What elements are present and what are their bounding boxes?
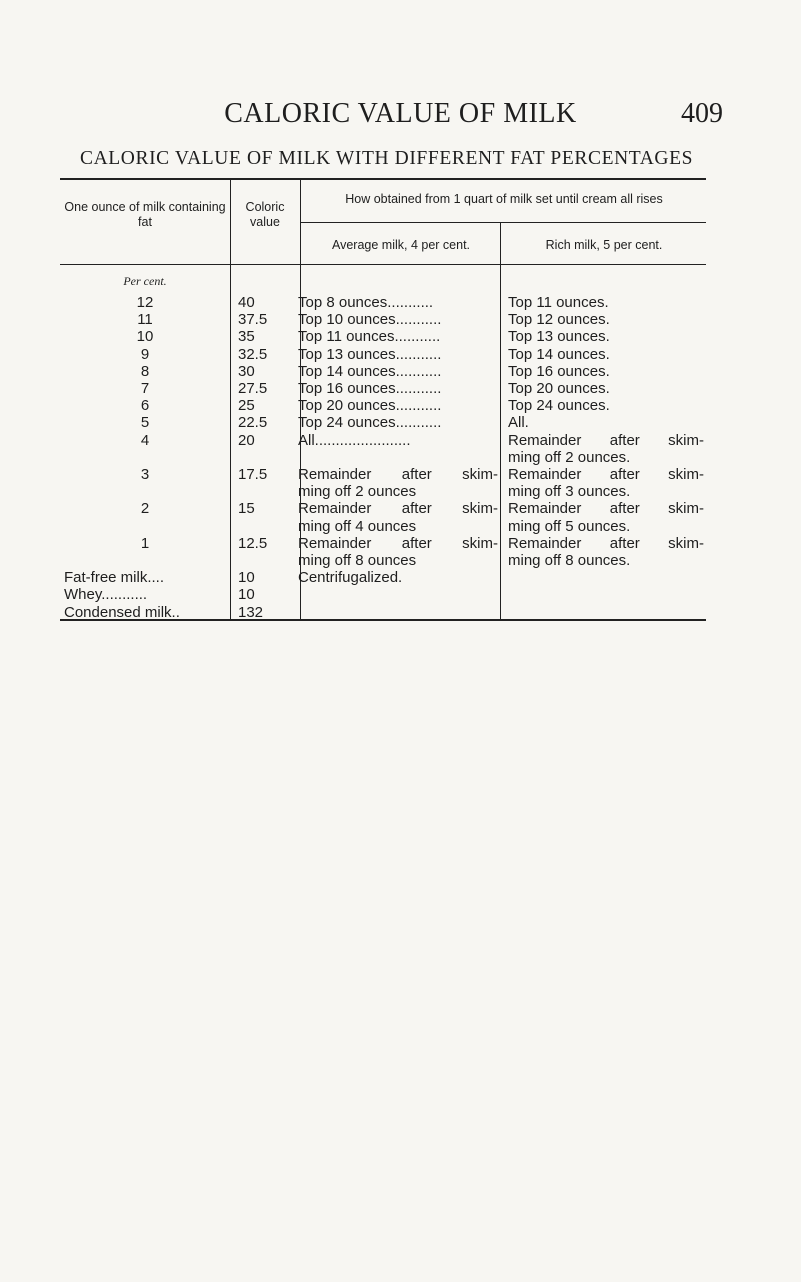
average-milk-cell: Top 24 ounces...........: [298, 414, 442, 432]
caloric-table: [60, 178, 706, 620]
rich-milk-cell: Remainder after skim- ming off 3 ounces.: [508, 466, 704, 501]
average-milk-cell: Remainder after skim- ming off 2 ounces: [298, 466, 498, 501]
rich-milk-cell: Top 14 ounces.: [508, 345, 610, 363]
fat-cell: Whey...........: [64, 586, 148, 604]
rich-milk-cell: Top 20 ounces.: [508, 380, 610, 397]
caloric-cell: 30: [238, 362, 255, 380]
fat-cell: 2: [140, 500, 150, 518]
caloric-cell: 37.5: [238, 311, 268, 329]
fat-cell: 1: [140, 534, 150, 552]
caloric-cell: 15: [238, 500, 255, 518]
col-divider-1: [230, 178, 231, 620]
running-title: CALORIC VALUE OF MILK: [224, 98, 577, 129]
average-milk-cell: Top 11 ounces...........: [298, 328, 441, 346]
fat-cell: 11: [137, 311, 153, 329]
caloric-cell: 40: [238, 294, 255, 311]
fat-cell: 3: [140, 466, 150, 483]
caloric-cell: 12.5: [238, 534, 268, 552]
rich-milk-cell: Remainder after skim- ming off 2 ounces.: [508, 431, 704, 466]
header-how-obtained: How obtained from 1 quart of milk set until cream all rises: [345, 192, 663, 206]
fat-cell: 4: [140, 431, 150, 449]
caloric-cell: 22.5: [238, 414, 268, 432]
fat-cell: 6: [140, 397, 150, 415]
caloric-cell: 27.5: [238, 380, 268, 397]
fat-cell: 7: [140, 380, 150, 397]
caloric-cell: 17.5: [238, 466, 268, 483]
fat-cell: 5: [140, 414, 150, 432]
rich-milk-cell: Top 13 ounces.: [508, 328, 610, 346]
caloric-cell: 132: [238, 603, 264, 621]
average-milk-cell: All.......................: [298, 431, 411, 449]
average-milk-cell: Centrifugalized.: [298, 569, 403, 587]
caloric-cell: 20: [238, 431, 255, 449]
average-milk-cell: Top 14 ounces...........: [298, 362, 442, 380]
header-average: Average milk, 4 per cent.: [331, 238, 471, 252]
average-milk-cell: Top 16 ounces...........: [298, 380, 442, 397]
rich-milk-cell: Top 16 ounces.: [508, 362, 610, 380]
average-milk-cell: Top 8 ounces...........: [298, 294, 434, 311]
col-divider-3: [500, 222, 501, 620]
caloric-cell: 10: [238, 586, 255, 604]
header-caloric: Coloric value: [245, 200, 285, 229]
subheader-rule: [300, 222, 706, 223]
rich-milk-cell: Top 24 ounces.: [508, 397, 610, 415]
top-rule: [60, 178, 706, 180]
fat-cell: 9: [140, 345, 150, 363]
caloric-cell: 35: [238, 328, 255, 346]
rich-milk-cell: All.: [508, 414, 529, 432]
fat-cell: Fat-free milk....: [64, 569, 165, 587]
fat-cell: 12: [136, 294, 154, 311]
table-title: CALORIC VALUE OF MILK WITH DIFFERENT FAT PERCENTAGES: [80, 148, 694, 169]
page-number: 409: [681, 98, 723, 129]
unit-label: Per cent.: [123, 274, 167, 288]
running-head: [0, 98, 801, 134]
average-milk-cell: Top 10 ounces...........: [298, 311, 442, 329]
rich-milk-cell: Top 12 ounces.: [508, 311, 610, 329]
header-bottom-rule: [60, 264, 706, 265]
average-milk-cell: Top 20 ounces...........: [298, 397, 442, 415]
caloric-cell: 25: [238, 397, 255, 415]
fat-cell: Condensed milk..: [64, 603, 180, 621]
average-milk-cell: Remainder after skim- ming off 8 ounces: [298, 534, 498, 569]
rich-milk-cell: Remainder after skim- ming off 5 ounces.: [508, 500, 704, 535]
caloric-cell: 10: [238, 569, 255, 587]
rich-milk-cell: Remainder after skim- ming off 8 ounces.: [508, 534, 704, 569]
average-milk-cell: Remainder after skim- ming off 4 ounces: [298, 500, 498, 535]
rich-milk-cell: Top 11 ounces.: [508, 294, 609, 311]
header-fat: One ounce of milk containing fat: [64, 200, 226, 229]
caloric-cell: 32.5: [238, 345, 268, 363]
average-milk-cell: Top 13 ounces...........: [298, 345, 442, 363]
fat-cell: 8: [140, 362, 150, 380]
header-rich: Rich milk, 5 per cent.: [545, 238, 663, 252]
fat-cell: 10: [136, 328, 154, 346]
